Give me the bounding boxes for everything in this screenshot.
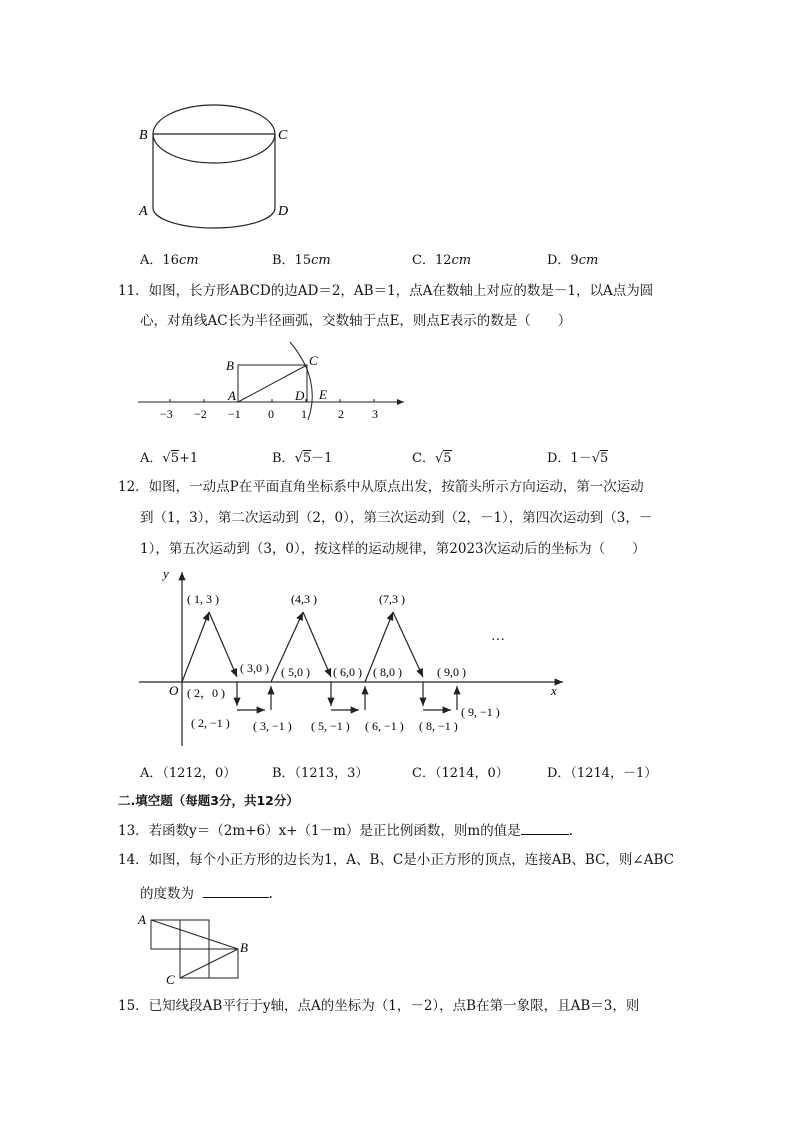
point-label: ( 6, −1 ) bbox=[365, 719, 404, 733]
ellipsis: … bbox=[491, 629, 505, 644]
label-C: C bbox=[278, 128, 288, 143]
nl-label-A: A bbox=[228, 388, 236, 403]
tick-label: −1 bbox=[228, 407, 241, 421]
sqrt-symbol: √ bbox=[162, 451, 171, 466]
q11-option-b: B．√5－1 bbox=[272, 451, 333, 466]
q12-option-d: D．（1214，－1） bbox=[547, 766, 658, 781]
q10-option-d: D．9cm bbox=[547, 253, 599, 268]
point-label: ( 2，0 ) bbox=[187, 686, 225, 700]
q12-text-line2: 到（1，3），第二次运动到（2，0），第三次运动到（2，－1），第四次运动到（3，－ bbox=[140, 510, 653, 526]
cylinder-figure bbox=[130, 95, 300, 235]
q11-option-a: A．√5+1 bbox=[140, 451, 199, 466]
point-label: (4,3 ) bbox=[291, 592, 317, 606]
sqrt-symbol: √ bbox=[434, 451, 444, 466]
q11-text-line2: 心，对角线AC长为半径画弧，交数轴于点E，则点E表示的数是（ ） bbox=[140, 313, 572, 329]
sqrt-symbol: √ bbox=[591, 451, 600, 466]
q11-option-d: D．1－√5 bbox=[547, 451, 609, 466]
answer-blank[interactable] bbox=[521, 821, 569, 835]
grid-label-B: B bbox=[240, 940, 248, 955]
point-label: ( 8,0 ) bbox=[373, 665, 402, 679]
point-label: ( 9,0 ) bbox=[437, 665, 466, 679]
point-label: ( 3, −1 ) bbox=[253, 719, 292, 733]
tick-label: 1 bbox=[301, 407, 307, 421]
q12-option-a: A．（1212，0） bbox=[140, 766, 237, 781]
q14-text-line2: 的度数为 . bbox=[140, 886, 273, 902]
nl-label-E: E bbox=[319, 387, 327, 402]
tick-label: −3 bbox=[160, 407, 173, 421]
q10-option-c: C．12cm bbox=[412, 253, 472, 268]
axis-x-label: x bbox=[551, 683, 557, 698]
nl-label-B: B bbox=[226, 358, 234, 373]
grid-label-A: A bbox=[138, 912, 146, 927]
tick-label: 0 bbox=[268, 407, 274, 421]
tick-label: −2 bbox=[194, 407, 207, 421]
label-A: A bbox=[139, 204, 148, 219]
q14-text-line1: 14．如图，每个小正方形的边长为1，A、B、C是小正方形的顶点，连接AB、BC，则∠ABC bbox=[118, 852, 674, 868]
point-label: (7,3 ) bbox=[379, 592, 405, 606]
q12-option-b: B．（1213，3） bbox=[272, 766, 369, 781]
point-label: ( 1, 3 ) bbox=[187, 592, 219, 606]
q10-option-b: B．15cm bbox=[272, 253, 331, 268]
answer-blank[interactable] bbox=[203, 884, 269, 898]
nl-label-C: C bbox=[309, 353, 318, 368]
tick-label: 2 bbox=[338, 407, 344, 421]
label-B: B bbox=[139, 128, 148, 143]
tick-label: 3 bbox=[372, 407, 378, 421]
q12-text-line1: 12．如图，一动点P在平面直角坐标系中从原点出发，按箭头所示方向运动，第一次运动 bbox=[118, 479, 644, 495]
point-label: ( 2, −1 ) bbox=[191, 716, 230, 730]
q11-text-line1: 11．如图，长方形ABCD的边AD＝2，AB＝1，点A在数轴上对应的数是－1，以A点为圆 bbox=[118, 283, 654, 299]
point-label: ( 5, −1 ) bbox=[311, 719, 350, 733]
point-label: ( 9, −1 ) bbox=[461, 705, 500, 719]
section-heading: 二.填空题（每题3分，共12分） bbox=[118, 793, 299, 808]
zigzag-coordinate-figure bbox=[135, 560, 575, 750]
axis-y-label: y bbox=[163, 566, 169, 581]
q12-option-c: C．（1214，0） bbox=[412, 766, 509, 781]
number-line-figure bbox=[132, 340, 412, 430]
sqrt-symbol: √ bbox=[294, 451, 303, 466]
q15-text-line1: 15．已知线段AB平行于y轴，点A的坐标为（1，－2），点B在第一象限，且AB＝3，则 bbox=[118, 998, 640, 1014]
q11-option-c: C．√5 bbox=[412, 451, 452, 466]
point-label: ( 8, −1 ) bbox=[419, 719, 458, 733]
q13-text: 13．若函数y＝（2m+6）x+（1－m）是正比例函数，则m的值是 . bbox=[118, 823, 574, 839]
point-label: ( 5,0 ) bbox=[281, 665, 310, 679]
grid-label-C: C bbox=[166, 972, 175, 987]
grid-angle-figure bbox=[135, 908, 265, 988]
q12-text-line3: 1），第五次运动到（3，0），按这样的运动规律，第2023次运动后的坐标为（ ） bbox=[140, 541, 646, 557]
point-label: ( 3,0 ) bbox=[240, 661, 269, 675]
origin-label: O bbox=[169, 683, 179, 698]
q10-option-a: A．16cm bbox=[140, 253, 199, 268]
label-D: D bbox=[278, 204, 289, 219]
nl-label-D: D bbox=[295, 388, 305, 403]
point-label: ( 6,0 ) bbox=[333, 665, 362, 679]
